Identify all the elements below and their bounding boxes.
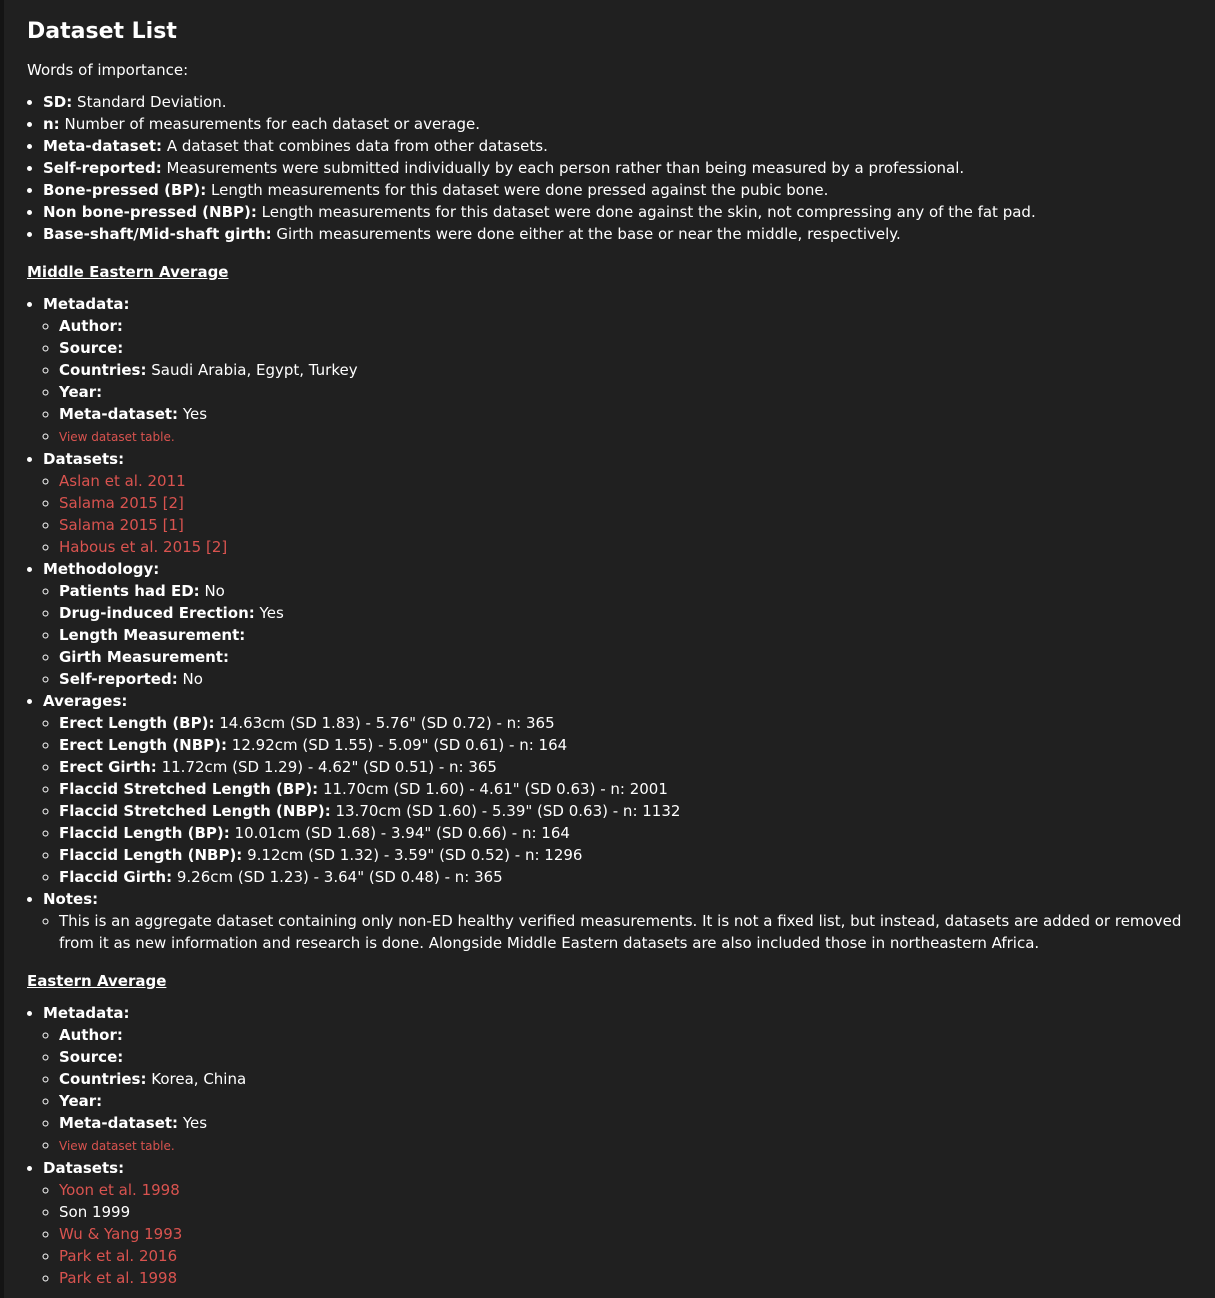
- average-item-term: Flaccid Length (NBP):: [59, 846, 243, 864]
- averages-group: [43, 690, 1201, 888]
- average-item-value: 11.70cm (SD 1.60) - 4.61" (SD 0.63) - n: 2001: [322, 780, 668, 798]
- metadata-item: [59, 381, 1201, 403]
- glossary-term: Base-shaft/Mid-shaft girth:: [43, 225, 272, 243]
- dataset-item: [59, 1267, 1201, 1289]
- average-item-term: Flaccid Stretched Length (NBP):: [59, 802, 331, 820]
- average-item-value: 12.92cm (SD 1.55) - 5.09" (SD 0.61) - n: 164: [231, 736, 568, 754]
- average-item: [59, 778, 1201, 800]
- dataset-item: [59, 536, 1201, 558]
- metadata-group: [43, 1002, 1201, 1157]
- average-item-term: Flaccid Girth:: [59, 868, 173, 886]
- methodology-item-term: Length Measurement:: [59, 626, 246, 644]
- dataset-item: [59, 1245, 1201, 1267]
- metadata-item-term: Year:: [59, 1092, 103, 1110]
- dataset-sections: [27, 261, 1201, 1289]
- average-item-value: 10.01cm (SD 1.68) - 3.94" (SD 0.66) - n: 164: [234, 824, 570, 842]
- methodology-item-term: Drug-induced Erection:: [59, 604, 255, 622]
- metadata-item: [59, 1046, 1201, 1068]
- notes-list: [43, 910, 1201, 954]
- section-list: [27, 293, 1201, 954]
- dataset-item: [59, 1179, 1201, 1201]
- average-item: [59, 866, 1201, 888]
- note-item: ◦ This is an aggregate dataset containing only non-ED healthy verified measurements. It is not a fixed list, but instead, datasets are added or removed from it as new information and research is done. Alongside Middle Eastern datasets are also included those in northeastern Africa.: [59, 910, 1201, 954]
- metadata-item: [59, 403, 1201, 425]
- datasets-label: Datasets:: [43, 450, 125, 468]
- glossary-term: SD:: [43, 93, 73, 111]
- dataset-link[interactable]: Aslan et al. 2011: [59, 472, 186, 490]
- dataset-name: Son 1999: [59, 1203, 131, 1221]
- glossary-definition: Length measurements for this dataset were done pressed against the pubic bone.: [211, 181, 829, 199]
- dataset-item: [59, 1223, 1201, 1245]
- glossary-definition: Standard Deviation.: [77, 93, 227, 111]
- average-item: [59, 712, 1201, 734]
- methodology-item: [59, 624, 1201, 646]
- metadata-item-term: Countries:: [59, 361, 147, 379]
- glossary-item: [43, 135, 1201, 157]
- glossary-item: [43, 201, 1201, 223]
- average-item-term: Flaccid Length (BP):: [59, 824, 230, 842]
- dataset-link[interactable]: Salama 2015 [1]: [59, 516, 184, 534]
- metadata-item-value: Yes: [182, 405, 208, 423]
- metadata-item: [59, 1068, 1201, 1090]
- dataset-link[interactable]: Wu & Yang 1993: [59, 1225, 183, 1243]
- methodology-item-value: No: [182, 670, 203, 688]
- view-table-item: [59, 425, 1201, 448]
- methodology-item-value: No: [204, 582, 225, 600]
- average-item: [59, 756, 1201, 778]
- averages-label: Averages:: [43, 692, 128, 710]
- intro-text: Words of importance:: [27, 61, 189, 79]
- methodology-label: Methodology:: [43, 560, 160, 578]
- average-item: [59, 800, 1201, 822]
- section-title[interactable]: Eastern Average: [27, 972, 167, 990]
- average-item-value: 11.72cm (SD 1.29) - 4.62" (SD 0.51) - n: 365: [161, 758, 497, 776]
- methodology-item-term: Patients had ED:: [59, 582, 200, 600]
- datasets-list: [43, 1179, 1201, 1289]
- average-item-term: Erect Length (BP):: [59, 714, 215, 732]
- methodology-item: [59, 602, 1201, 624]
- dataset-item: [59, 514, 1201, 536]
- metadata-label: Metadata:: [43, 295, 130, 313]
- datasets-label: Datasets:: [43, 1159, 125, 1177]
- glossary-term: n:: [43, 115, 60, 133]
- datasets-group: [43, 1157, 1201, 1289]
- datasets-list: [43, 470, 1201, 558]
- glossary-list: [27, 91, 1201, 245]
- glossary-item: [43, 157, 1201, 179]
- glossary-item: [43, 223, 1201, 245]
- averages-list: [43, 712, 1201, 888]
- average-item: [59, 822, 1201, 844]
- glossary-definition: A dataset that combines data from other datasets.: [166, 137, 548, 155]
- metadata-list: [43, 1024, 1201, 1157]
- glossary-term: Non bone-pressed (NBP):: [43, 203, 257, 221]
- metadata-item-term: Countries:: [59, 1070, 147, 1088]
- average-item-value: 9.26cm (SD 1.23) - 3.64" (SD 0.48) - n: 365: [176, 868, 503, 886]
- datasets-group: [43, 448, 1201, 558]
- dataset-link[interactable]: Yoon et al. 1998: [59, 1181, 180, 1199]
- view-table-item: [59, 1134, 1201, 1157]
- average-item-value: 9.12cm (SD 1.32) - 3.59" (SD 0.52) - n: 1296: [247, 846, 583, 864]
- section-title[interactable]: Middle Eastern Average: [27, 263, 229, 281]
- metadata-item-term: Year:: [59, 383, 103, 401]
- average-item-term: Erect Length (NBP):: [59, 736, 228, 754]
- methodology-group: [43, 558, 1201, 690]
- glossary-term: Self-reported:: [43, 159, 162, 177]
- view-dataset-table-link[interactable]: View dataset table.: [59, 1139, 175, 1153]
- glossary-definition: Number of measurements for each dataset or average.: [64, 115, 481, 133]
- metadata-item-term: Author:: [59, 1026, 123, 1044]
- view-dataset-table-link[interactable]: View dataset table.: [59, 430, 175, 444]
- methodology-item-value: Yes: [259, 604, 284, 622]
- average-item: [59, 844, 1201, 866]
- metadata-item-value: Korea, China: [151, 1070, 247, 1088]
- methodology-item: [59, 580, 1201, 602]
- glossary-item: [43, 113, 1201, 135]
- metadata-group: [43, 293, 1201, 448]
- average-item-value: 13.70cm (SD 1.60) - 5.39" (SD 0.63) - n: 1132: [335, 802, 681, 820]
- metadata-item: [59, 1090, 1201, 1112]
- average-item: [59, 734, 1201, 756]
- metadata-item: [59, 1112, 1201, 1134]
- dataset-item: [59, 470, 1201, 492]
- dataset-item: [59, 1201, 1201, 1223]
- page-title: Dataset List: [27, 19, 177, 44]
- dataset-link[interactable]: Salama 2015 [2]: [59, 494, 184, 512]
- metadata-item: [59, 359, 1201, 381]
- metadata-item-term: Author:: [59, 317, 123, 335]
- metadata-list: [43, 315, 1201, 448]
- dataset-link[interactable]: Park et al. 1998: [59, 1269, 178, 1287]
- methodology-item-term: Girth Measurement:: [59, 648, 229, 666]
- average-item-term: Flaccid Stretched Length (BP):: [59, 780, 319, 798]
- dataset-link[interactable]: Park et al. 2016: [59, 1247, 178, 1265]
- average-item-term: Erect Girth:: [59, 758, 157, 776]
- notes-group: [43, 888, 1201, 954]
- methodology-item: [59, 668, 1201, 690]
- glossary-term: Meta-dataset:: [43, 137, 163, 155]
- metadata-item-term: Meta-dataset:: [59, 405, 179, 423]
- metadata-item-value: Saudi Arabia, Egypt, Turkey: [151, 361, 358, 379]
- metadata-item-term: Source:: [59, 1048, 124, 1066]
- metadata-item: [59, 1024, 1201, 1046]
- dataset-link[interactable]: Habous et al. 2015 [2]: [59, 538, 228, 556]
- average-item-value: 14.63cm (SD 1.83) - 5.76" (SD 0.72) - n: 365: [219, 714, 555, 732]
- methodology-item-term: Self-reported:: [59, 670, 178, 688]
- glossary-term: Bone-pressed (BP):: [43, 181, 207, 199]
- metadata-item-term: Meta-dataset:: [59, 1114, 179, 1132]
- metadata-label: Metadata:: [43, 1004, 130, 1022]
- glossary-item: [43, 91, 1201, 113]
- dataset-item: [59, 492, 1201, 514]
- metadata-item-term: Source:: [59, 339, 124, 357]
- content: [4, 0, 1215, 1289]
- glossary-definition: Length measurements for this dataset were done against the skin, not compressing any of the fat pad.: [261, 203, 1036, 221]
- glossary-definition: Girth measurements were done either at the base or near the middle, respectively.: [276, 225, 901, 243]
- metadata-item: [59, 315, 1201, 337]
- glossary-definition: Measurements were submitted individually by each person rather than being measured by a professional.: [166, 159, 965, 177]
- notes-label: Notes:: [43, 890, 99, 908]
- methodology-item: [59, 646, 1201, 668]
- page: [4, 0, 1215, 1298]
- section-list: [27, 1002, 1201, 1289]
- glossary-item: [43, 179, 1201, 201]
- metadata-item: [59, 337, 1201, 359]
- metadata-item-value: Yes: [182, 1114, 208, 1132]
- methodology-list: [43, 580, 1201, 690]
